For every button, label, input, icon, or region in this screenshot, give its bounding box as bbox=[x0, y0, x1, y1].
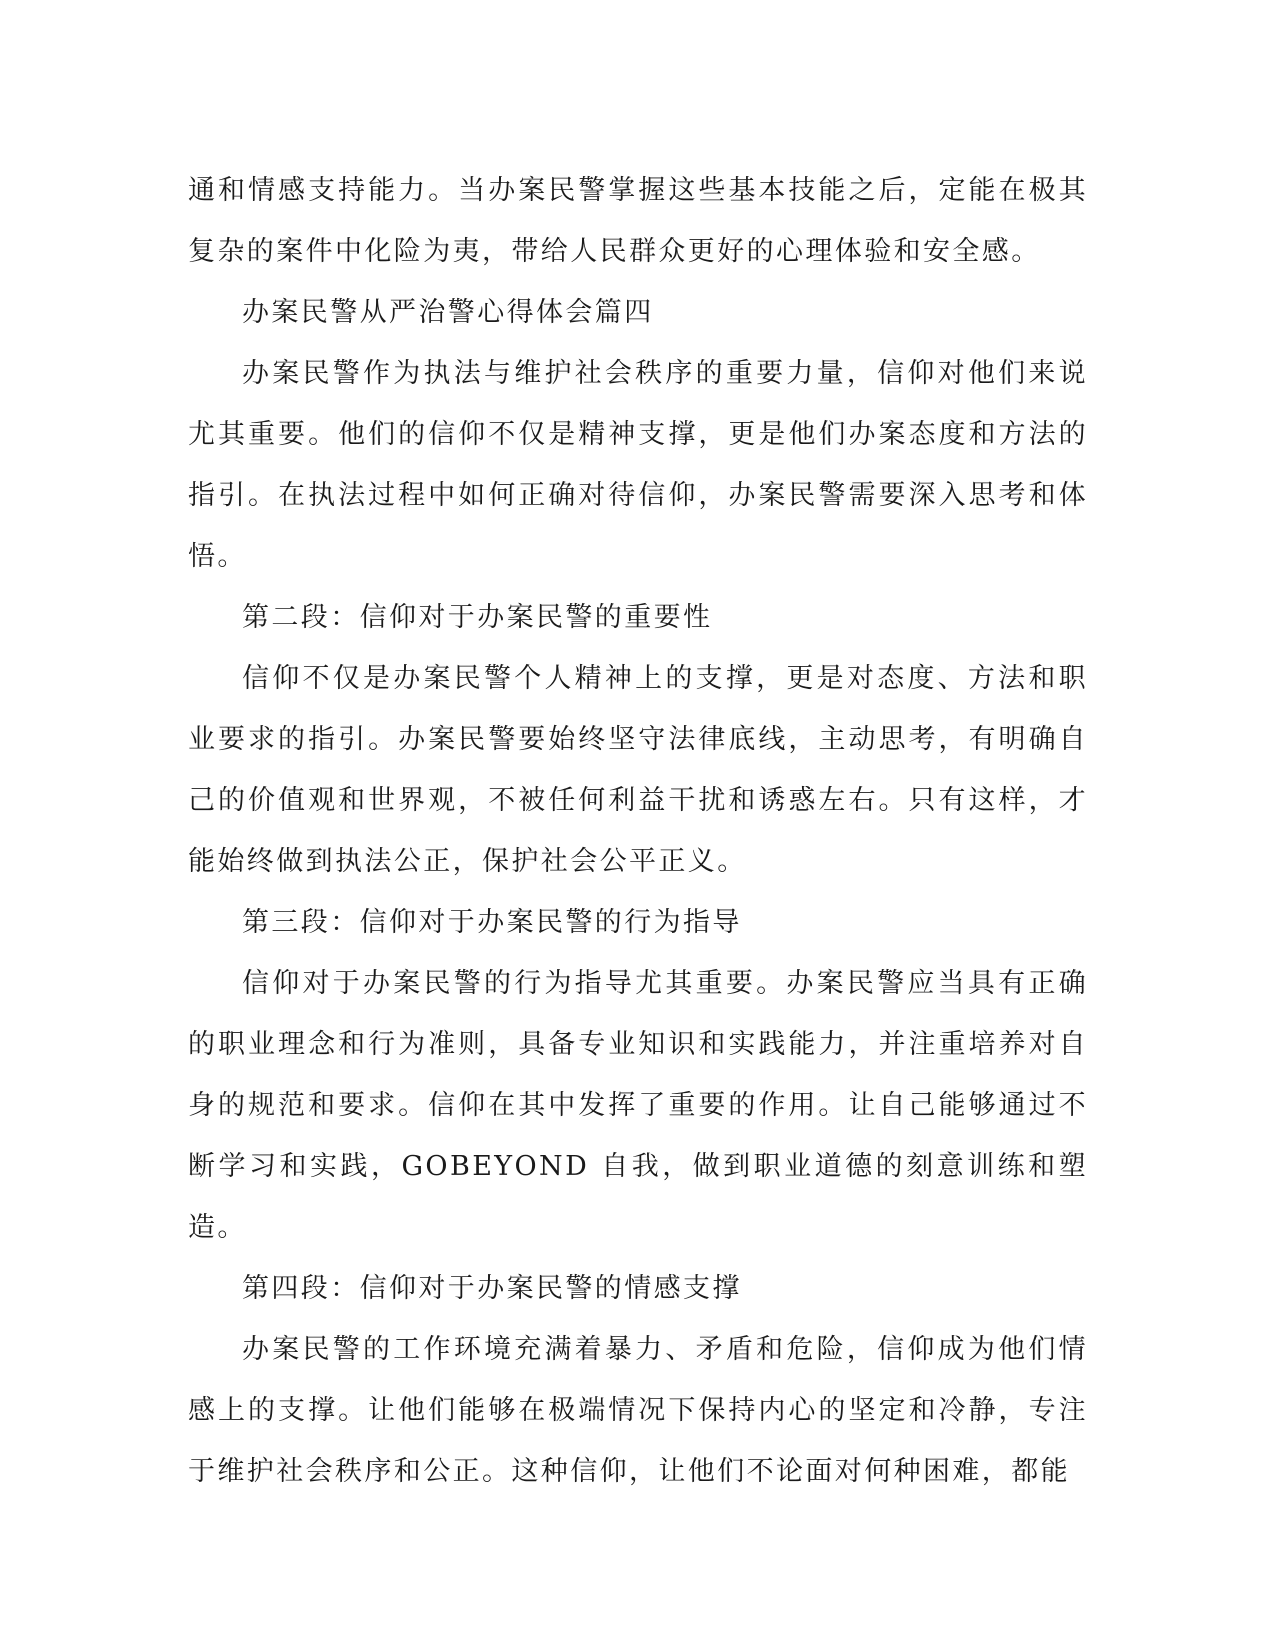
section-heading-fourth: 第四段：信仰对于办案民警的情感支撑 bbox=[242, 1273, 742, 1304]
section-heading-second: 第二段：信仰对于办案民警的重要性 bbox=[242, 602, 713, 633]
paragraph-intro: 办案民警作为执法与维护社会秩序的重要力量，信仰对他们来说尤其重要。他们的信仰不仅是精神支撑，更是他们办案态度和方法的指引。在执法过程中如何正确对待信仰，办案民警需要深入思考和体悟。 bbox=[188, 358, 1088, 572]
paragraph-importance: 信仰不仅是办案民警个人精神上的支撑，更是对态度、方法和职业要求的指引。办案民警要始终坚守法律底线，主动思考，有明确自己的价值观和世界观，不被任何利益干扰和诱惑左右。只有这样，才能始终做到执法公正，保护社会公平正义。 bbox=[188, 663, 1088, 877]
section-heading-third: 第三段：信仰对于办案民警的行为指导 bbox=[242, 907, 742, 938]
paragraph-emotional-support: 办案民警的工作环境充满着暴力、矛盾和危险，信仰成为他们情感上的支撑。让他们能够在极端情况下保持内心的坚定和冷静，专注于维护社会秩序和公正。这种信仰，让他们不论面对何种困难，都能 bbox=[188, 1334, 1088, 1487]
document-body bbox=[188, 160, 1088, 1502]
paragraph-continuation: 通和情感支持能力。当办案民警掌握这些基本技能之后，定能在极其复杂的案件中化险为夷，带给人民群众更好的心理体验和安全感。 bbox=[188, 175, 1088, 267]
section-heading-part-four: 办案民警从严治警心得体会篇四 bbox=[242, 297, 654, 328]
paragraph-behavior-guidance: 信仰对于办案民警的行为指导尤其重要。办案民警应当具有正确的职业理念和行为准则，具备专业知识和实践能力，并注重培养对自身的规范和要求。信仰在其中发挥了重要的作用。让自己能够通过不断学习和实践，GOBEYOND 自我，做到职业道德的刻意训练和塑造。 bbox=[188, 968, 1088, 1243]
